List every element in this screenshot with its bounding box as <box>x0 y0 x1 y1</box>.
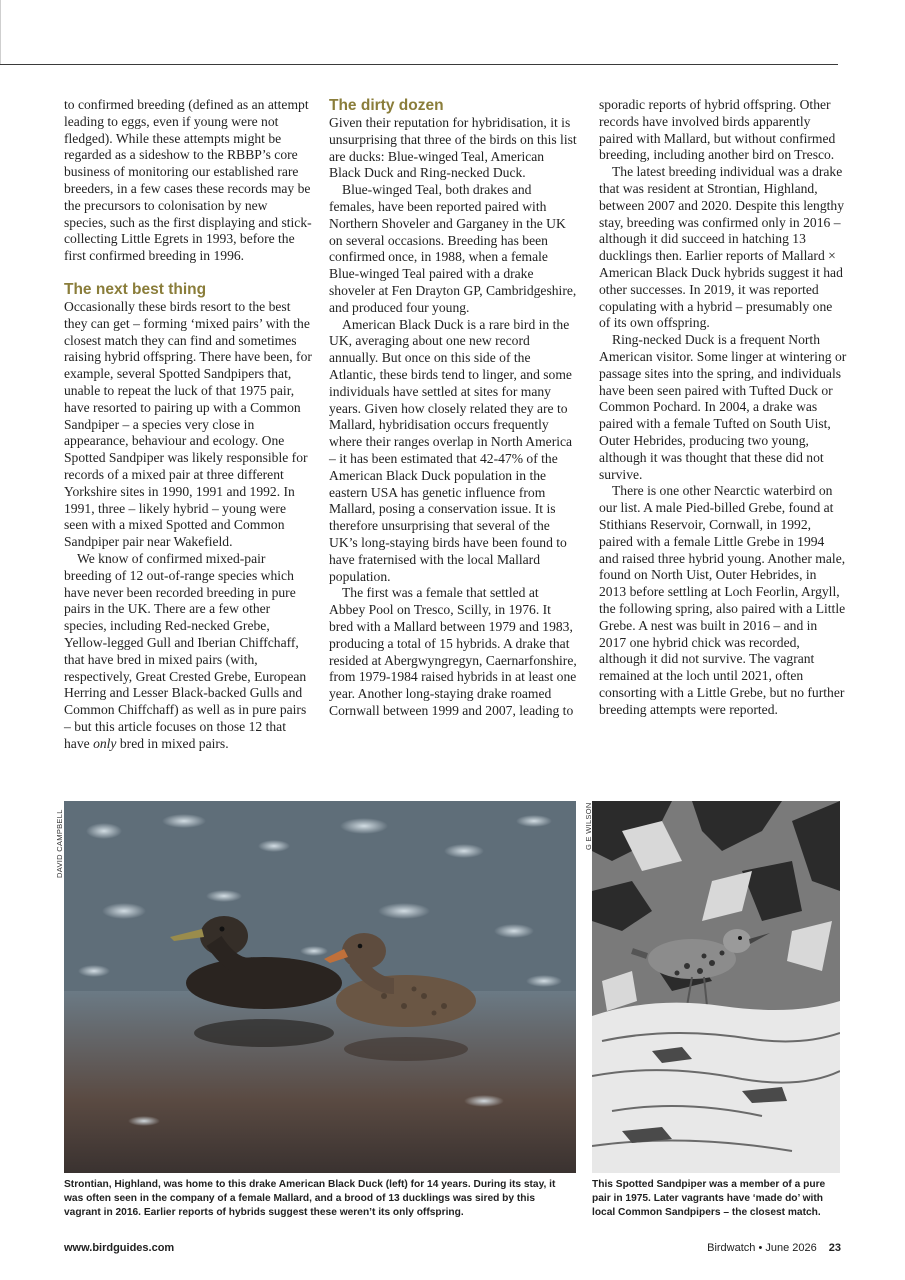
paragraph: sporadic reports of hybrid offspring. Other records have involved birds apparently paired with Mallard, but without confirmed breeding, including another bird on Tresco. <box>599 97 836 163</box>
duck-photo <box>64 801 576 1173</box>
paragraph: Blue-winged Teal, both drakes and females, have been reported paired with Northern Shoveler and Garganey in the UK on several occasions. Breeding has been confirmed once, in 1988, when a female Blue-winged Teal paired with a drake shoveler at Fen Drayton GP, Cambridgeshire, and produced four young. <box>329 182 577 315</box>
header-rule <box>0 64 838 65</box>
photo-credit: DAVID CAMPBELL <box>55 809 64 878</box>
article-column-1 <box>64 97 312 752</box>
paragraph: The first was a female that settled at Abbey Pool on Tresco, Scilly, in 1976. It bred with a Mallard between 1979 and 1983, producing a total of 15 hybrids. A drake that resided at Abergwyngregyn, Caernarfonshire, from 1979-1984 raised hybrids in at least one year. Another long-staying drake roamed Cornwall between 1999 and 2007, leading to <box>329 585 577 718</box>
page-number: 23 <box>828 1242 841 1254</box>
section-heading: The dirty dozen <box>329 97 444 114</box>
paragraph: to confirmed breeding (defined as an attempt leading to eggs, even if young were not fledged). While these attempts might be regarded as a sideshow to the RBBP’s core business of monitoring our established rare breeders, in a few cases these records may be the precursors to colonisation by new species, such as the first displaying and stick-collecting Little Egrets in 1993, before the first confirmed breeding in 1996. <box>64 97 312 264</box>
paragraph: There is one other Nearctic waterbird on our list. A male Pied-billed Grebe, found at Stithians Reservoir, Cornwall, in 1992, paired with a female Little Grebe in 1994 and raised three hybrid young. Another male, found on North Uist, Outer Hebrides, in 2013 before settling at Loch Feorlin, Argyll, the following spring, also paired with a Little Grebe. A nest was built in 2016 – and in 2017 one hybrid chick was recorded, although it did not survive. The vagrant remained at the loch until 2021, often consorting with a Little Grebe, but no further breeding attempts were reported. <box>599 483 846 717</box>
paragraph: Occasionally these birds resort to the best they can get – forming ‘mixed pairs’ with the closest match they can find and sometimes raising hybrid offspring. There have been, for example, several Spotted Sandpipers that, unable to repeat the luck of that 1975 pair, have resorted to pairing up with a Common Sandpiper – a species very close in appearance, behaviour and ecology. One Spotted Sandpiper was likely responsible for records of a mixed pair at three different Yorkshire sites in 1990, 1991 and 1992. In 1991, three – likely hybrid – young were seen with a mixed Spotted and Common Sandpiper pair near Wakefield. <box>64 298 312 550</box>
duck-photo-illustration <box>64 801 576 1173</box>
paragraph: Ring-necked Duck is a frequent North American visitor. Some linger at wintering or passage sites into the spring, and individuals have been seen paired with Tufted Duck or Common Pochard. In 2004, a drake was paired with a female Tufted on South Uist, Outer Hebrides, producing two young, although it was thought that these did not survive. <box>599 332 847 482</box>
footer-issue <box>707 1242 841 1254</box>
sandpiper-photo-illustration <box>592 801 840 1173</box>
issue-label: Birdwatch • June 2026 <box>707 1242 817 1254</box>
text-run: We know of confirmed mixed-pair breeding of 12 out-of-range species which have never been recorded breeding in pure pairs in the UK. There are a few other species, including Red-necked Grebe, Yellow-legged Gull and Iberian Chiffchaff, that have bred in mixed pairs (with, respectively, Great Crested Grebe, European Herring and Lesser Black-backed Gulls and Common Chiffchaff) as well as in pure pairs – but this article focuses on those 12 that have <box>64 550 307 751</box>
page-edge-mark <box>0 0 1 64</box>
section-heading: The next best thing <box>64 280 207 298</box>
article-column-3 <box>599 97 847 718</box>
text-run: bred in mixed pairs. <box>116 735 229 751</box>
paragraph: Given their reputation for hybridisation, it is unsurprising that three of the birds on this list are ducks: Blue-winged Teal, American Black Duck and Ring-necked Duck. <box>329 115 577 181</box>
paragraph <box>64 551 312 753</box>
footer-url: www.birdguides.com <box>64 1242 175 1254</box>
paragraph: The latest breeding individual was a drake that was resident at Strontian, Highland, between 2007 and 2020. Despite this lengthy stay, breeding was confirmed only in 2016 – although it did succeed in hatching 13 ducklings then. Earlier reports of Mallard × American Black Duck hybrids suggest it had other successes. In 2019, it was reported copulating with a hybrid – presumably one of its own offspring. <box>599 164 845 331</box>
sandpiper-photo-caption: This Spotted Sandpiper was a member of a pure pair in 1975. Later vagrants have ‘made do’ with local Common Sandpipers – the closest match. <box>592 1179 826 1218</box>
photo-credit: G E WILSON <box>584 802 593 850</box>
paragraph: American Black Duck is a rare bird in the UK, averaging about one new record annually. But once on this side of the Atlantic, these birds tend to linger, and some individuals have settled at sites for many years. Given how closely related they are to Mallard, hybridisation occurs frequently where their ranges overlap in North America – it has been estimated that 42-47% of the American Black Duck population in the eastern USA has genetic influence from Mallard, posing a conservation issue. It is therefore unsurprising that several of the UK’s long-staying birds have been found to have fraternised with the local Mallard population. <box>329 316 573 584</box>
duck-photo-caption: Strontian, Highland, was home to this drake American Black Duck (left) for 14 years. During its stay, it was often seen in the company of a female Mallard, and a brood of 13 ducklings was sired by this vagrant in 2016. Earlier reports of hybrids suggest these weren’t its only offspring. <box>64 1179 556 1218</box>
sandpiper-photo <box>592 801 840 1173</box>
article-column-2 <box>329 97 577 720</box>
emphasis-text: only <box>93 735 117 751</box>
